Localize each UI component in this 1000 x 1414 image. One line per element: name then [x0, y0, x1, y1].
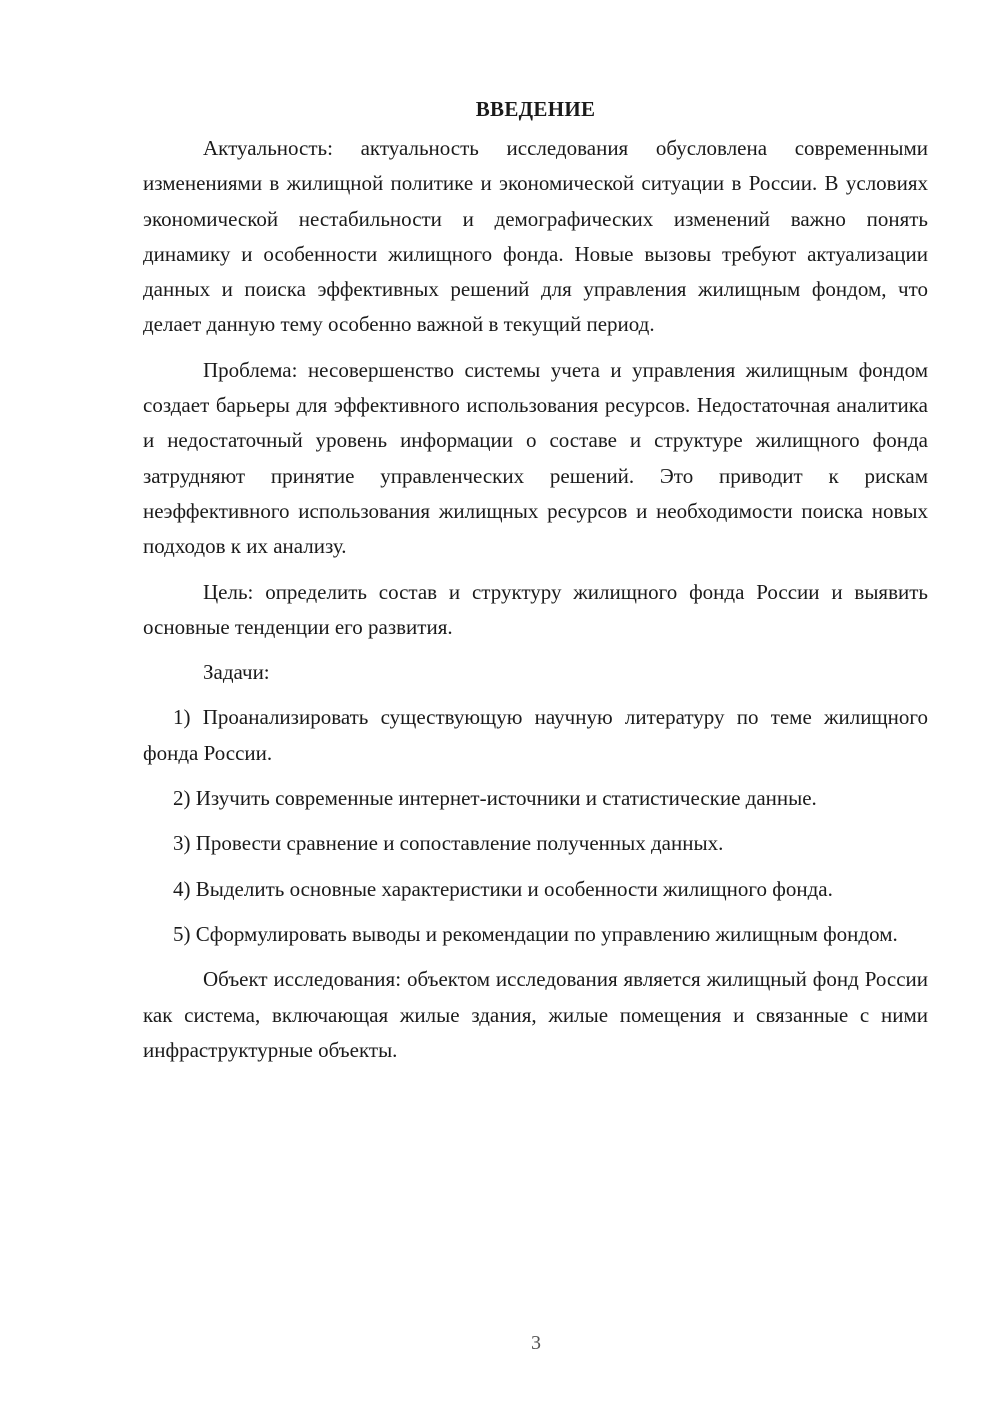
- task-item-2: 2) Изучить современные интернет-источники и статистические данные.: [173, 786, 817, 811]
- tasks-heading: Задачи:: [203, 660, 270, 685]
- task-item-5: 5) Сформулировать выводы и рекомендации по управлению жилищным фондом.: [173, 921, 898, 946]
- goal-paragraph: Цель: определить состав и структуру жилищного фонда России и выявить основные тенденции его развития.: [143, 579, 928, 639]
- task-item-1: 1) Проанализировать существующую научную литературу по теме жилищного фонда России.: [143, 705, 928, 765]
- document-page: [143, 92, 928, 1068]
- page-number: 3: [531, 1332, 541, 1354]
- relevance-paragraph: Актуальность: актуальность исследования обусловлена современными изменениями в жилищной политике и экономической ситуации в России. В условиях экономической нестабильности и демографических изменений важно понять динамику и особенности жилищного фонда. Новые вызовы требуют актуализации данных и поиска эффективных решений для управления жилищным фондом, что делает данную тему особенно важной в текущий период.: [143, 136, 928, 337]
- task-item-3: 3) Провести сравнение и сопоставление полученных данных.: [173, 831, 724, 856]
- object-paragraph: Объект исследования: объектом исследования является жилищный фонд России как система, включающая жилые здания, жилые помещения и связанные с ними инфраструктурные объекты.: [143, 967, 928, 1062]
- task-item-4: 4) Выделить основные характеристики и особенности жилищного фонда.: [173, 876, 833, 901]
- problem-paragraph: Проблема: несовершенство системы учета и управления жилищным фондом создает барьеры для эффективного использования ресурсов. Недостаточная аналитика и недостаточный уровень информации о составе и структуре жилищного фонда затрудняют принятие управленческих решений. Это приводит к рискам неэффективного использования жилищных ресурсов и необходимости поиска новых подходов к их анализу.: [143, 357, 928, 559]
- section-title: ВВЕДЕНИЕ: [475, 97, 596, 121]
